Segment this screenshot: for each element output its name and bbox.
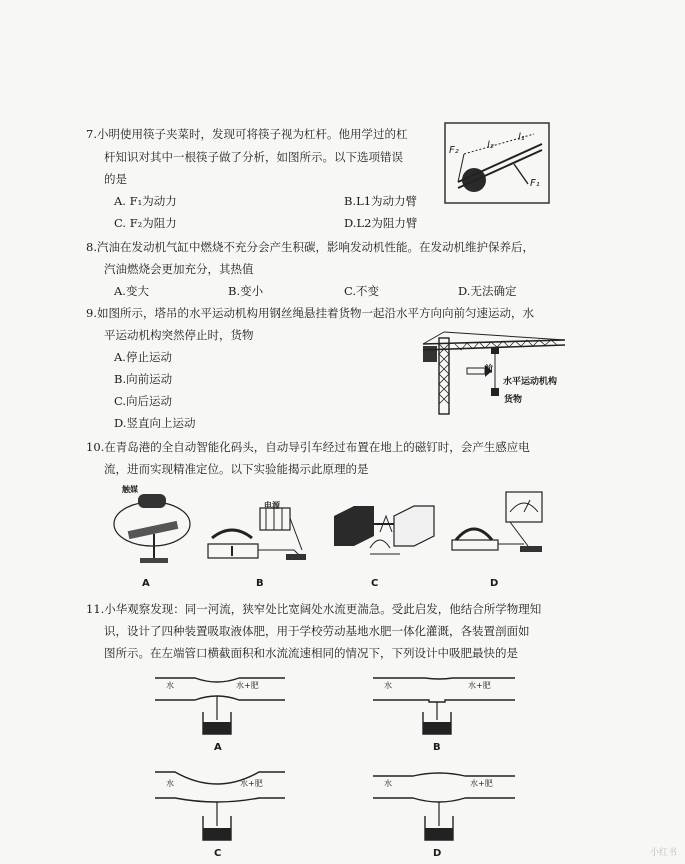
fig7-f1-label: F₁ (530, 178, 540, 189)
experiment-b-figure (198, 500, 316, 572)
pipe-c-water-label: 水 (166, 779, 174, 788)
q9-option-d: D.竖直向上运动 (114, 416, 196, 430)
q7-option-a: A. F₁为动力 (114, 194, 177, 208)
q7-line-2: 杆知识对其中一根筷子做了分析，如图所示。以下选项错误 (104, 150, 403, 164)
q10-label-a: A (142, 578, 150, 589)
q10-label-d: D (490, 578, 499, 589)
q11-line-1: 11.小华观察发现：同一河流，狭窄处比宽阔处水流更湍急。受此启发，他结合所学物理知 (86, 602, 542, 616)
pipe-figure-a (155, 672, 285, 738)
experiment-d-figure (448, 488, 554, 572)
experiment-a-figure (108, 482, 194, 572)
pipe-c-mix-label: 水+肥 (240, 779, 263, 788)
watermark: 小红书 (649, 848, 677, 858)
pipe-figure-d (373, 770, 515, 842)
fig7-l1-label: l₁ (518, 132, 525, 143)
q7-line-1: 7.小明使用筷子夹菜时，发现可将筷子视为杠杆。他用学过的杠 (86, 127, 408, 141)
q11-label-b: B (433, 742, 441, 753)
q11-label-c: C (214, 848, 222, 859)
q11-line-3: 图所示。在左端管口横截面积和水流流速相同的情况下，下列设计中吸肥最快的是 (104, 646, 518, 660)
q10-line-2: 流，进而实现精准定位。以下实验能揭示此原理的是 (104, 462, 369, 476)
fig10-magnet-text: 触媒 (122, 485, 138, 494)
q8-option-a: A.变大 (114, 284, 149, 298)
fig10-battery-text: 电源 (264, 501, 280, 510)
pipe-a-mix-label: 水+肥 (236, 681, 259, 690)
q8-option-c: C.不变 (344, 284, 380, 298)
pipe-d-mix-label: 水+肥 (470, 779, 493, 788)
q7-option-c: C. F₂为阻力 (114, 216, 177, 230)
q7-line-3: 的是 (104, 172, 127, 186)
q8-line-2: 汽油燃烧会更加充分，其热值 (104, 262, 254, 276)
q11-label-a: A (214, 742, 222, 753)
q11-label-d: D (433, 848, 442, 859)
chopstick-lever-figure (444, 122, 550, 204)
q7-option-d: D.L2为阻力臂 (344, 216, 418, 230)
q8-option-d: D.无法确定 (458, 284, 517, 298)
pipe-figure-b (373, 672, 515, 738)
q8-option-b: B.变小 (228, 284, 264, 298)
pipe-b-mix-label: 水+肥 (468, 681, 491, 690)
q10-line-1: 10.在青岛港的全自动智能化码头，自动导引车经过布置在地上的磁钉时，会产生感应电 (86, 440, 530, 454)
pipe-d-water-label: 水 (384, 779, 392, 788)
fig9-cargo-label: 货物 (504, 395, 523, 405)
q7-option-b: B.L1为动力臂 (344, 194, 418, 208)
experiment-c-figure (330, 502, 438, 572)
q10-label-c: C (371, 578, 379, 589)
q9-line-1: 9.如图所示，塔吊的水平运动机构用钢丝绳悬挂着货物一起沿水平方向向前匀速运动，水 (86, 306, 534, 320)
pipe-figure-c (155, 770, 285, 842)
fig7-l2-label: l₂ (487, 140, 494, 151)
q9-option-c: C.向后运动 (114, 394, 173, 408)
q9-line-2: 平运动机构突然停止时，货物 (104, 328, 254, 342)
pipe-b-water-label: 水 (384, 681, 392, 690)
q11-line-2: 识，设计了四种装置吸取液体肥，用于学校劳动基地水肥一体化灌溉，各装置剖面如 (104, 624, 530, 638)
pipe-a-water-label: 水 (166, 681, 174, 690)
q10-label-b: B (256, 578, 264, 589)
q9-option-b: B.向前运动 (114, 372, 173, 386)
q8-line-1: 8.汽油在发动机气缸中燃烧不充分会产生积碳，影响发动机性能。在发动机维护保养后， (86, 240, 534, 254)
q9-option-a: A.停止运动 (114, 350, 172, 364)
fig9-mechanism-label: 水平运动机构 (503, 377, 558, 387)
tower-crane-figure (415, 330, 575, 415)
fig9-forward-label: 前 (484, 365, 494, 375)
fig7-f2-label: F₂ (449, 145, 459, 156)
